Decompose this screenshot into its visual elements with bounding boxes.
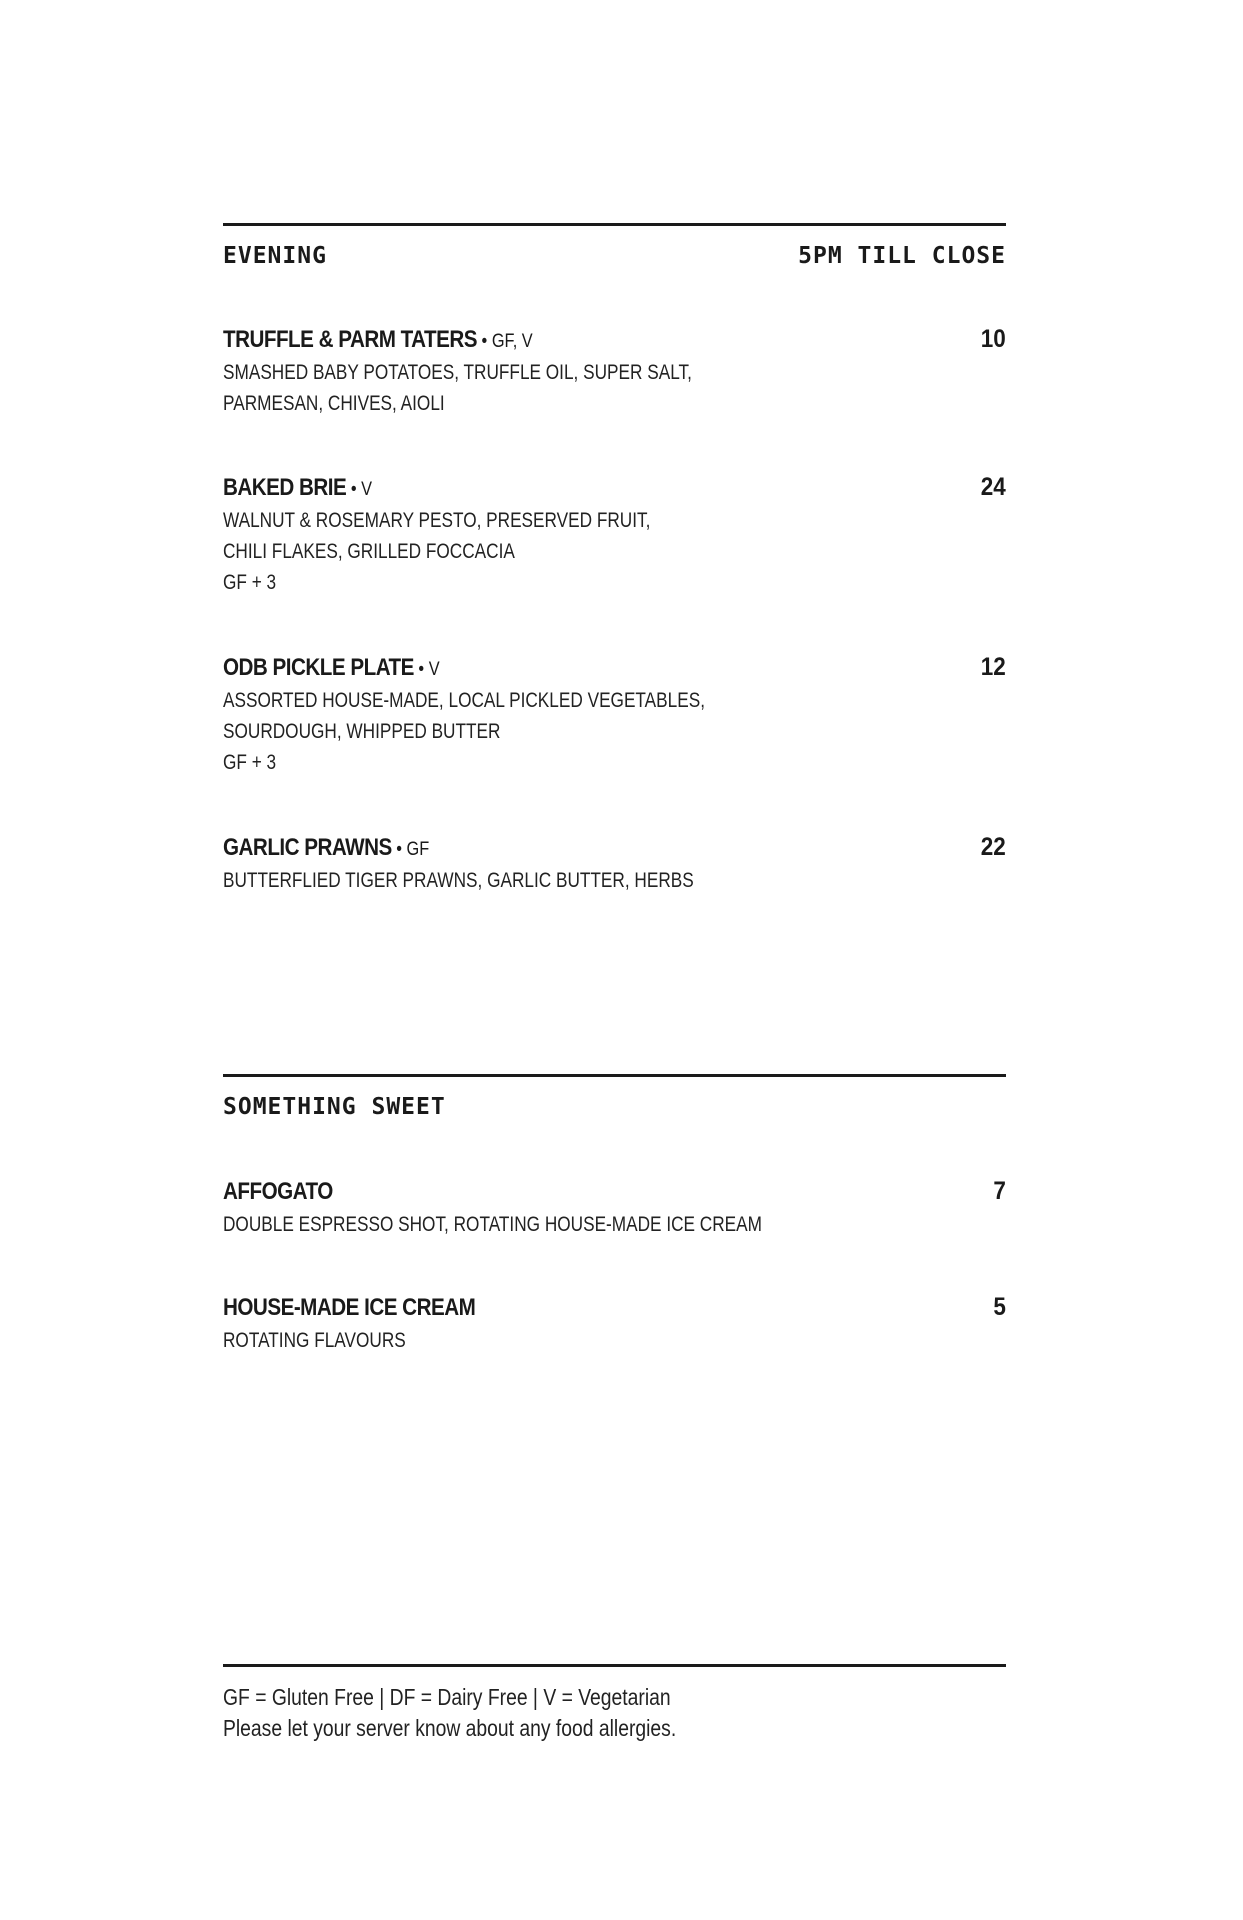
item-description: ROTATING FLAVOURS — [223, 1329, 406, 1352]
item-description: CHILI FLAKES, GRILLED FOCCACIA — [223, 540, 515, 563]
item-description: SMASHED BABY POTATOES, TRUFFLE OIL, SUPER SALT, — [223, 361, 692, 384]
item-tags: • GF — [391, 839, 430, 860]
item-name-wrapper — [223, 326, 533, 354]
item-description: SOURDOUGH, WHIPPED BUTTER — [223, 720, 501, 743]
section-divider-evening — [223, 223, 1006, 226]
item-description: PARMESAN, CHIVES, AIOLI — [223, 392, 445, 415]
item-name: TRUFFLE & PARM TATERS — [223, 326, 478, 353]
dietary-legend: GF = Gluten Free | DF = Dairy Free | V = Vegetarian — [223, 1684, 671, 1710]
item-price: 10 — [980, 325, 1006, 353]
section-title-evening: EVENING — [223, 243, 327, 269]
menu-item-house-made-ice-cream — [223, 1293, 1006, 1356]
menu-item-baked-brie — [223, 473, 1006, 598]
item-tags: • GF, V — [477, 331, 533, 352]
menu-item-odb-pickle-plate — [223, 653, 1006, 778]
item-description: GF + 3 — [223, 571, 277, 594]
section-title-sweet: SOMETHING SWEET — [223, 1094, 446, 1120]
item-tags: • V — [413, 659, 440, 680]
item-price: 12 — [980, 653, 1006, 681]
item-description: WALNUT & ROSEMARY PESTO, PRESERVED FRUIT, — [223, 509, 651, 532]
section-header-sweet — [223, 1094, 1006, 1120]
item-name-wrapper — [223, 654, 440, 682]
item-name-wrapper — [223, 474, 372, 502]
allergy-note: Please let your server know about any food allergies. — [223, 1715, 677, 1741]
footer-notes — [223, 1682, 881, 1744]
menu-item-affogato — [223, 1177, 1006, 1240]
menu-item-truffle-parm-taters — [223, 325, 1006, 419]
section-divider-sweet — [223, 1074, 1006, 1077]
item-name: HOUSE-MADE ICE CREAM — [223, 1294, 476, 1321]
item-description: BUTTERFLIED TIGER PRAWNS, GARLIC BUTTER, HERBS — [223, 869, 694, 892]
footer-divider — [223, 1664, 1006, 1667]
item-name: AFFOGATO — [223, 1178, 333, 1205]
item-name: ODB PICKLE PLATE — [223, 654, 414, 681]
item-price: 7 — [993, 1177, 1006, 1205]
item-price: 22 — [980, 833, 1006, 861]
item-name-wrapper — [223, 834, 429, 862]
item-name: BAKED BRIE — [223, 474, 347, 501]
menu-item-garlic-prawns — [223, 833, 1006, 896]
item-price: 5 — [993, 1293, 1006, 1321]
item-description: GF + 3 — [223, 751, 277, 774]
item-description: ASSORTED HOUSE-MADE, LOCAL PICKLED VEGETABLES, — [223, 689, 705, 712]
item-tags: • V — [346, 479, 372, 500]
service-hours: 5PM TILL CLOSE — [798, 243, 1006, 269]
item-name: GARLIC PRAWNS — [223, 834, 392, 861]
item-description: DOUBLE ESPRESSO SHOT, ROTATING HOUSE-MADE ICE CREAM — [223, 1213, 763, 1236]
item-price: 24 — [980, 473, 1006, 501]
section-header-evening — [223, 243, 1006, 269]
